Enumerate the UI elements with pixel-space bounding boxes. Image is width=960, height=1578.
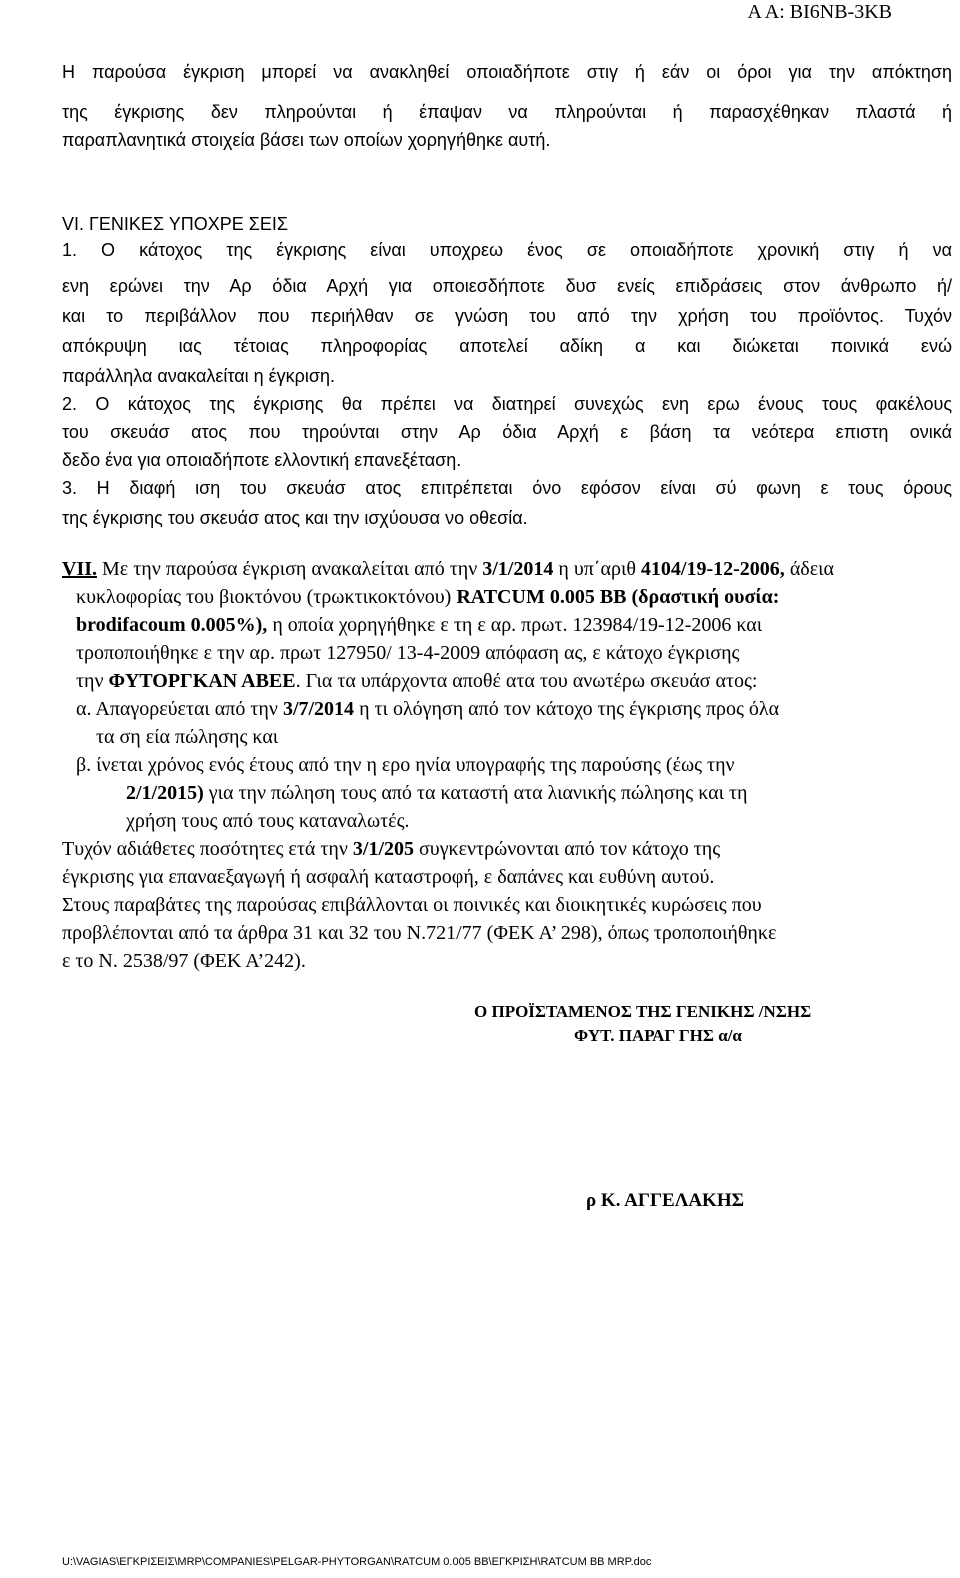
text-run: η τι ολόγηση από τον κάτοχο της έγκρισης προς όλα xyxy=(354,698,780,720)
section-vii-line-15: ε το Ν. 2538/97 (ΦΕΚ Α’242). xyxy=(62,950,306,972)
section-vii-line-14: προβλέπονται από τα άρθρα 31 και 32 του Ν.721/77 (ΦΕΚ Α’ 298), όπως τροποποιήθηκε xyxy=(62,922,777,944)
section-vi-line: δεδο ένα για οποιαδήποτε ελλοντική επανεξέταση. xyxy=(62,450,462,470)
text-run: άδεια xyxy=(784,558,834,580)
section-vi-heading: VI. ΓΕΝΙΚΕΣ ΥΠΟΧΡΕ ΣΕΙΣ xyxy=(62,214,289,234)
product-name: RATCUM 0.005 BB (δραστική ουσία: xyxy=(456,586,780,608)
text-run: Τυχόν αδιάθετες ποσότητες ετά την xyxy=(62,838,353,860)
section-vii-line-2 xyxy=(76,586,779,609)
text-run: συγκεντρώνονται από τον κάτοχο της xyxy=(414,838,721,860)
section-vii-line-11 xyxy=(62,838,720,861)
file-path-footer: U:\VAGIAS\ΕΓΚΡΙΣΕΙΣ\MRP\COMPANIES\PELGAR-PHYTORGAN\RATCUM 0.005 BB\ΕΓΚΡΙΣΗ\RATCUM BB MRP.doc xyxy=(62,1556,652,1568)
date-grace-end: 2/1/2015) xyxy=(126,782,204,804)
company-name: ΦΥΤΟΡΓΚΑΝ ΑΒΕΕ xyxy=(108,670,296,692)
date-sales-ban: 3/7/2014 xyxy=(282,698,355,720)
text-run: την xyxy=(76,670,109,692)
text-run: κυκλοφορίας του βιοκτόνου (τρωκτικοκτόνου) xyxy=(76,586,457,608)
signatory-title-line-2: ΦΥΤ. ΠΑΡΑΓ ΓΗΣ α/α xyxy=(574,1026,742,1045)
section-vii-line-5 xyxy=(76,670,757,693)
text-run: για την πώληση τους από τα καταστή ατα λιανικής πώλησης και τη xyxy=(203,782,748,804)
section-vii-line-12: έγκρισης για επαναεξαγωγή ή ασφαλή καταστροφή, ε δαπάνες και ευθύνη αυτού. xyxy=(62,866,715,888)
section-vi-line: του σκευάσ ατος που τηρούνται στην Αρ όδια Αρχή ε βάση τα νεότερα επιστη ονικά xyxy=(62,422,952,442)
section-vi-line: ενη ερώνει την Αρ όδια Αρχή για οποιεσδήποτε δυσ ενείς επιδράσεις στον άνθρωπο ή/ xyxy=(62,276,952,296)
license-number: 4104/19-12-2006, xyxy=(640,558,785,580)
date-revocation: 3/1/2014 xyxy=(482,558,554,580)
signatory-name: ρ Κ. ΑΓΓΕΛΑΚΗΣ xyxy=(586,1190,745,1211)
active-substance: brodifacoum 0.005%), xyxy=(76,614,268,636)
text-run: α. Απαγορεύεται από την xyxy=(76,698,283,720)
section-vi-line: απόκρυψη ιας τέτοιας πληροφορίας αποτελεί αδίκη α και διώκεται ποινικά ενώ xyxy=(62,336,952,356)
section-vi-line: 2. Ο κάτοχος της έγκρισης θα πρέπει να διατηρεί συνεχώς ενη ερω ένους τους φακέλους xyxy=(62,394,952,414)
section-vii-line-13: Στους παραβάτες της παρούσας επιβάλλονται οι ποινικές και διοικητικές κυρώσεις που xyxy=(62,894,762,916)
section-vi-line: παράλληλα ανακαλείται η έγκριση. xyxy=(62,366,336,386)
signatory-title-line-1: Ο ΠΡΟΪΣΤΑΜΕΝΟΣ ΤΗΣ ΓΕΝΙΚΗΣ /ΝΣΗΣ xyxy=(474,1002,812,1021)
section-vii-line-3 xyxy=(76,614,762,637)
date-collection: 3/1/205 xyxy=(352,838,415,860)
intro-line-2: της έγκρισης δεν πληρούνται ή έπαψαν να πληρούνται ή παρασχέθηκαν πλαστά ή xyxy=(62,102,952,122)
section-vi-line: και το περιβάλλον που περιήλθαν σε γνώση του από την χρήση του προϊόντος. Τυχόν xyxy=(62,306,952,326)
section-vii-line-7: τα ση εία πώλησης και xyxy=(96,726,279,748)
intro-line-3: παραπλανητικά στοιχεία βάσει των οποίων χορηγήθηκε αυτή. xyxy=(62,130,551,150)
text-run: η υπ΄αριθ xyxy=(553,558,641,580)
document-code: Α Α: ΒΙ6ΝΒ-3ΚΒ xyxy=(747,1,892,23)
section-vii-item-b: β. ίνεται χρόνος ενός έτους από την η ερο ηνία υπογραφής της παρούσης (έως την xyxy=(76,754,735,776)
section-vii-line-1 xyxy=(62,558,834,581)
section-vii-line-9 xyxy=(126,782,747,805)
section-vii-label: VII. xyxy=(62,558,98,580)
text-run: η οποία χορηγήθηκε ε τη ε αρ. πρωτ. 123984/19-12-2006 και xyxy=(267,614,763,636)
section-vi-line: της έγκρισης του σκευάσ ατος και την ισχύουσα νο οθεσία. xyxy=(62,508,528,528)
section-vii-line-10: χρήση τους από τους καταναλωτές. xyxy=(126,810,410,832)
intro-line-1: Η παρούσα έγκριση μπορεί να ανακληθεί οποιαδήποτε στιγ ή εάν οι όροι για την απόκτηση xyxy=(62,62,952,82)
text-run: . Για τα υπάρχοντα αποθέ ατα του ανωτέρω σκευάσ ατος: xyxy=(295,670,758,692)
section-vi-line: 3. Η διαφή ιση του σκευάσ ατος επιτρέπεται όνο εφόσον είναι σύ φωνη ε τους όρους xyxy=(62,478,952,498)
section-vii-line-4: τροποποιήθηκε ε την αρ. πρωτ 127950/ 13-4-2009 απόφαση ας, ε κάτοχο έγκρισης xyxy=(76,642,740,664)
text-run: Με την παρούσα έγκριση ανακαλείται από την xyxy=(97,558,483,580)
section-vi-line: 1. Ο κάτοχος της έγκρισης είναι υποχρεω ένος σε οποιαδήποτε χρονική στιγ ή να xyxy=(62,240,952,260)
section-vii-item-a xyxy=(76,698,779,721)
